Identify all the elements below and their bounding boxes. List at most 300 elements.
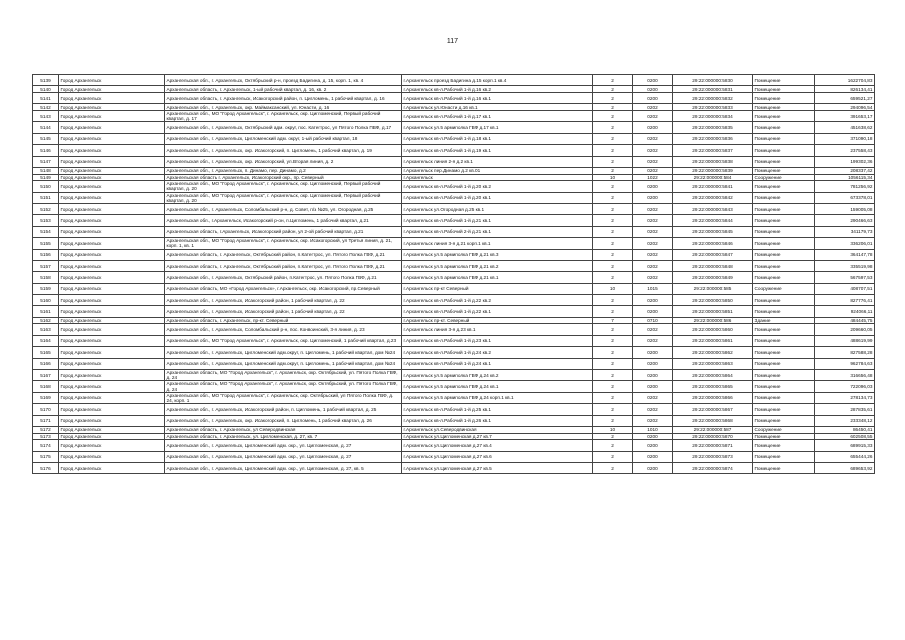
short-address-cell: г.Архангельск пер.Динамо д.2 кв.01: [402, 167, 593, 174]
table-row: [33, 335, 875, 346]
table-row: [33, 226, 875, 237]
type-code-cell: 0202: [633, 260, 673, 271]
cadastral-number-cell: 29:22:000000:585: [673, 283, 753, 294]
short-address-cell: г.Архангельск ул.Цигломенская д.27 кв.6: [402, 451, 593, 462]
row-number: 5166: [33, 358, 59, 369]
table-row: [33, 260, 875, 271]
table-row: [33, 370, 875, 381]
cadastral-value-cell: 1056115,34: [815, 174, 875, 181]
type-code-cell: 0200: [633, 122, 673, 133]
row-number: 5156: [33, 249, 59, 260]
table-row: [33, 324, 875, 335]
full-address-cell: Архангельская обл., г. Архангельск, Цигломенский адм.округ, п. Цигломень, 1 рабочий квартал, дом №24: [165, 358, 402, 369]
table-row: [33, 249, 875, 260]
type-code-cell: 0202: [633, 392, 673, 403]
full-address-cell: Архангельская область, г.Архангельск, Исакогорский район, ул 2-ой рабочий квартал, д.21: [165, 226, 402, 237]
short-address-cell: г.Архангельск ул.5 армиполка ГВФ д.17 кв.1: [402, 122, 593, 133]
row-number: 5150: [33, 181, 59, 192]
type-code-cell: 1015: [633, 283, 673, 294]
row-number: 5154: [33, 226, 59, 237]
cadastral-value-cell: 336206,01: [815, 238, 875, 249]
row-number: 5149: [33, 174, 59, 181]
cadastral-number-cell: 29:22:000000:584: [673, 174, 753, 181]
cadastral-value-cell: 208337,42: [815, 167, 875, 174]
row-number: 5148: [33, 167, 59, 174]
object-type-cell: Помещение: [753, 404, 815, 415]
municipality-cell: Город Архангельск: [59, 156, 165, 167]
table-row: [33, 122, 875, 133]
cadastral-value-cell: 316656,48: [815, 370, 875, 381]
municipality-cell: Город Архангельск: [59, 133, 165, 144]
short-address-cell: г.Архангельск ул.Юнасти д.16 кв.1: [402, 104, 593, 111]
table-row: [33, 306, 875, 317]
group-code-cell: 7: [593, 317, 633, 324]
row-number: 5164: [33, 335, 59, 346]
group-code-cell: 2: [593, 86, 633, 93]
full-address-cell: Архангельская область, МО "Город Архангельск", г. Архангельск, окр. Октябрьский, ул. Пятого Полка ГВФ, д. 24: [165, 381, 402, 392]
row-number: 5139: [33, 75, 59, 86]
full-address-cell: Архангельская обл., г. Архангельск, окр. Маймаксанский, ул. Юнасти, д. 16: [165, 104, 402, 111]
cadastral-number-cell: 29:22:000000:5873: [673, 451, 753, 462]
type-code-cell: 0200: [633, 370, 673, 381]
object-type-cell: Помещение: [753, 145, 815, 156]
full-address-cell: Архангельская обл., г. Архангельск, Соломбальский р-н, пос. Конвоинский, 3-я линия, д. 23: [165, 324, 402, 335]
municipality-cell: Город Архангельск: [59, 306, 165, 317]
short-address-cell: г.Архангельск кв-л.Рабочий 1-й д.20 кв.2: [402, 181, 593, 192]
row-number: 5171: [33, 415, 59, 426]
object-type-cell: Помещение: [753, 104, 815, 111]
cadastral-value-cell: 689915,33: [815, 440, 875, 451]
cadastral-value-cell: 364147,78: [815, 249, 875, 260]
group-code-cell: 2: [593, 324, 633, 335]
cadastral-number-cell: 29:22:000000:5843: [673, 203, 753, 214]
type-code-cell: 0200: [633, 358, 673, 369]
cadastral-number-cell: 29:22:000000:5834: [673, 110, 753, 121]
group-code-cell: 2: [593, 238, 633, 249]
full-address-cell: Архангельская область, МО «Город Архангельск», г.Архангельск, окр. Исакогорский, пр.Северный: [165, 283, 402, 294]
cadastral-value-cell: 488619,99: [815, 335, 875, 346]
object-type-cell: Помещение: [753, 392, 815, 403]
group-code-cell: 2: [593, 347, 633, 358]
municipality-cell: Город Архангельск: [59, 104, 165, 111]
municipality-cell: Город Архангельск: [59, 317, 165, 324]
short-address-cell: г.Архангельск ул.5 армиполка ГВФ д.24 кв.1: [402, 381, 593, 392]
row-number: 5157: [33, 260, 59, 271]
object-type-cell: Помещение: [753, 122, 815, 133]
object-type-cell: Помещение: [753, 249, 815, 260]
cadastral-number-cell: 29:22:000000:5861: [673, 335, 753, 346]
object-type-cell: Помещение: [753, 451, 815, 462]
cadastral-number-cell: 29:22:000000:5842: [673, 192, 753, 203]
cadastral-number-cell: 29:22:000000:5863: [673, 358, 753, 369]
cadastral-number-cell: 29:22:000000:5866: [673, 392, 753, 403]
cadastral-number-cell: 29:22:000000:5849: [673, 272, 753, 283]
municipality-cell: Город Архангельск: [59, 440, 165, 451]
table-row: [33, 295, 875, 306]
cadastral-value-cell: 391653,17: [815, 110, 875, 121]
cadastral-number-cell: 29:22:000000:5833: [673, 104, 753, 111]
full-address-cell: Архангельская обл., г. Архангельск, Исакогорский район, 1 рабочий квартал, д. 22: [165, 306, 402, 317]
short-address-cell: г.Архангельск ул.Северодвинская: [402, 427, 593, 434]
cadastral-number-cell: 29:22:000000:5860: [673, 324, 753, 335]
municipality-cell: Город Архангельск: [59, 427, 165, 434]
group-code-cell: 2: [593, 358, 633, 369]
full-address-cell: Архангельская область, г. Архангельск, Октябрьский район, п.Категтрос, ул. Пятого Полка ГВФ, д.21: [165, 249, 402, 260]
cadastral-number-cell: 29:22:000000:586: [673, 317, 753, 324]
row-number: 5174: [33, 440, 59, 451]
object-type-cell: Помещение: [753, 462, 815, 473]
registry-body: [33, 75, 875, 474]
cadastral-number-cell: 29:22:000000:5831: [673, 86, 753, 93]
group-code-cell: 2: [593, 404, 633, 415]
cadastral-value-cell: 451638,62: [815, 122, 875, 133]
type-code-cell: 0200: [633, 75, 673, 86]
group-code-cell: 2: [593, 335, 633, 346]
short-address-cell: г.Архангельск кв-л.Рабочий 1-й д.17 кв.1: [402, 110, 593, 121]
full-address-cell: Архангельская обл., г. Архангельск, Цигломенский адм. окр., ул. Цигломенская, д. 27: [165, 451, 402, 462]
full-address-cell: Архангельская обл., г. Архангельск, окр. Исакогорский, п. Цигломень, 1 рабочий квартал, д. 26: [165, 415, 402, 426]
row-number: 5146: [33, 145, 59, 156]
cadastral-value-cell: 602508,55: [815, 433, 875, 440]
group-code-cell: 2: [593, 249, 633, 260]
municipality-cell: Город Архангельск: [59, 433, 165, 440]
object-type-cell: Сооружение: [753, 427, 815, 434]
cadastral-number-cell: 29:22:000000:5832: [673, 92, 753, 103]
row-number: 5145: [33, 133, 59, 144]
row-number: 5167: [33, 370, 59, 381]
object-type-cell: Помещение: [753, 295, 815, 306]
group-code-cell: 2: [593, 306, 633, 317]
object-type-cell: Помещение: [753, 347, 815, 358]
group-code-cell: 2: [593, 226, 633, 237]
table-row: [33, 215, 875, 226]
page-number: 117: [446, 38, 459, 45]
row-number: 5162: [33, 317, 59, 324]
table-row: [33, 451, 875, 462]
group-code-cell: 2: [593, 415, 633, 426]
row-number: 5175: [33, 451, 59, 462]
full-address-cell: Архангельская область г. Архангельск, Исакогорский окр., пр. Северный: [165, 174, 402, 181]
cadastral-value-cell: 567597,53: [815, 272, 875, 283]
short-address-cell: г.Архангельск пр-кт Северный: [402, 283, 593, 294]
full-address-cell: Архангельская обл., г. Архангельск, окр. Исакогорский, ул.Вторая линия, д. 2: [165, 156, 402, 167]
municipality-cell: Город Архангельск: [59, 392, 165, 403]
cadastral-number-cell: 29:22:000000:5851: [673, 306, 753, 317]
table-row: [33, 92, 875, 103]
group-code-cell: 2: [593, 260, 633, 271]
municipality-cell: Город Архангельск: [59, 381, 165, 392]
full-address-cell: Архангельская обл., г. Архангельск, Цигломенский адм. окр., ул. Цигломенская, д. 27, кв. 5: [165, 462, 402, 473]
row-number: 5152: [33, 203, 59, 214]
municipality-cell: Город Архангельск: [59, 260, 165, 271]
table-row: [33, 133, 875, 144]
row-number: 5158: [33, 272, 59, 283]
full-address-cell: Архангельская область, г. Архангельск, ул. Цигломенская, д. 27, кв. 7: [165, 433, 402, 440]
municipality-cell: Город Архангельск: [59, 404, 165, 415]
short-address-cell: г.Архангельск ул.Цигломенская д.27 кв.7: [402, 433, 593, 440]
cadastral-number-cell: 29:22:000000:5868: [673, 415, 753, 426]
short-address-cell: г.Архангельск кв-л.Рабочий 1-й д.22 кв.2: [402, 295, 593, 306]
full-address-cell: Архангельская обл., г. Архангельск, Соломбальский р-н, д. Совет, п/з №25, ул. Огородная, д.25: [165, 203, 402, 214]
row-number: 5163: [33, 324, 59, 335]
group-code-cell: 2: [593, 122, 633, 133]
short-address-cell: г.Архангельск кв-л.Рабочий 2-й д.21 кв.1: [402, 226, 593, 237]
full-address-cell: Архангельская обл., МО "Город Архангельск", г. Архангельск, окр. Цигломенский, Первый рабочий квартал, д. 20: [165, 192, 402, 203]
type-code-cell: 0202: [633, 167, 673, 174]
type-code-cell: 0710: [633, 317, 673, 324]
row-number: 5159: [33, 283, 59, 294]
type-code-cell: 0202: [633, 215, 673, 226]
short-address-cell: г.Архангельск кв-л.Рабочий 1-й д.16 кв.2: [402, 86, 593, 93]
type-code-cell: 0200: [633, 181, 673, 192]
group-code-cell: 2: [593, 462, 633, 473]
type-code-cell: 0202: [633, 203, 673, 214]
short-address-cell: г.Архангельск кв-л.Рабочий 1-й д.18 кв.1: [402, 133, 593, 144]
object-type-cell: Помещение: [753, 156, 815, 167]
group-code-cell: 2: [593, 181, 633, 192]
group-code-cell: 2: [593, 451, 633, 462]
cadastral-number-cell: 29:22:000000:5871: [673, 440, 753, 451]
cadastral-number-cell: 29:22:000000:5847: [673, 249, 753, 260]
row-number: 5161: [33, 306, 59, 317]
full-address-cell: Архангельская обл., г. Архангельск, окр. Исакогорский, п. Цигломень, 1 рабочий квартал, д. 19: [165, 145, 402, 156]
group-code-cell: 2: [593, 92, 633, 103]
table-row: [33, 86, 875, 93]
full-address-cell: Архангельская обл., г. Архангельск, Исакогорский район, 1 рабочий квартал, д. 22: [165, 295, 402, 306]
municipality-cell: Город Архангельск: [59, 272, 165, 283]
municipality-cell: Город Архангельск: [59, 249, 165, 260]
short-address-cell: г.Архангельск кв-л.Рабочий 1-й д.25 кв.1: [402, 404, 593, 415]
short-address-cell: г.Архангельск кв-л.Рабочий 1-й д.24 кв.1: [402, 358, 593, 369]
object-type-cell: Помещение: [753, 381, 815, 392]
object-type-cell: Помещение: [753, 192, 815, 203]
group-code-cell: 2: [593, 440, 633, 451]
type-code-cell: 0200: [633, 440, 673, 451]
cadastral-value-cell: 827776,41: [815, 295, 875, 306]
object-type-cell: Помещение: [753, 238, 815, 249]
object-type-cell: Помещение: [753, 215, 815, 226]
cadastral-value-cell: 335519,98: [815, 260, 875, 271]
cadastral-value-cell: 408707,51: [815, 283, 875, 294]
short-address-cell: г.Архангельск пр-кт. Северный: [402, 317, 593, 324]
municipality-cell: Город Архангельск: [59, 283, 165, 294]
group-code-cell: 2: [593, 110, 633, 121]
table-row: [33, 174, 875, 181]
object-type-cell: Помещение: [753, 324, 815, 335]
cadastral-value-cell: 86450,41: [815, 427, 875, 434]
cadastral-number-cell: 29:22:000000:5848: [673, 260, 753, 271]
table-row: [33, 110, 875, 121]
municipality-cell: Город Архангельск: [59, 92, 165, 103]
type-code-cell: 0202: [633, 133, 673, 144]
municipality-cell: Город Архангельск: [59, 215, 165, 226]
cadastral-number-cell: 29:22:000000:5836: [673, 133, 753, 144]
table-row: [33, 283, 875, 294]
full-address-cell: Архангельская обл., г. Архангельск, п. Динамо, пер. Динамо, д.2: [165, 167, 402, 174]
municipality-cell: Город Архангельск: [59, 324, 165, 335]
municipality-cell: Город Архангельск: [59, 451, 165, 462]
table-row: [33, 145, 875, 156]
full-address-cell: Архангельская обл., г. Архангельск, Цигломенский адм.округ, п. Цигломень, 1 рабочий квартал, дом №24: [165, 347, 402, 358]
object-type-cell: Помещение: [753, 272, 815, 283]
type-code-cell: 0200: [633, 433, 673, 440]
cadastral-value-cell: 659521,27: [815, 92, 875, 103]
table-row: [33, 404, 875, 415]
cadastral-number-cell: 29:22:000000:5865: [673, 381, 753, 392]
table-row: [33, 272, 875, 283]
short-address-cell: г.Архангельск ул.5 армиполка ГВФ д.24 корп.1 кв.1: [402, 392, 593, 403]
full-address-cell: Архангельская обл., г. Архангельск, Цигломенский адм. округ, 1-ый рабочий квартал, 18: [165, 133, 402, 144]
object-type-cell: Здание: [753, 317, 815, 324]
cadastral-value-cell: 278134,73: [815, 392, 875, 403]
group-code-cell: 2: [593, 104, 633, 111]
cadastral-value-cell: 924066,11: [815, 306, 875, 317]
group-code-cell: 2: [593, 167, 633, 174]
row-number: 5151: [33, 192, 59, 203]
cadastral-value-cell: 781256,92: [815, 181, 875, 192]
cadastral-number-cell: 29:22:000000:5838: [673, 156, 753, 167]
municipality-cell: Город Архангельск: [59, 335, 165, 346]
type-code-cell: 0200: [633, 462, 673, 473]
object-type-cell: Помещение: [753, 415, 815, 426]
group-code-cell: 2: [593, 133, 633, 144]
full-address-cell: Архангельская обл., г. Архангельск, Исакогорский район, п. Цигломень, 1 рабочий квартал, д. 25: [165, 404, 402, 415]
municipality-cell: Город Архангельск: [59, 122, 165, 133]
full-address-cell: Архангельская обл., МО "Город Архангельск", г. Архангельск, окр. Цигломенский, 1 рабочий квартал, д.23: [165, 335, 402, 346]
group-code-cell: 2: [593, 215, 633, 226]
group-code-cell: 2: [593, 381, 633, 392]
type-code-cell: 0202: [633, 249, 673, 260]
short-address-cell: г.Архангельск проезд Бадигина д.15 корп.1 кв.4: [402, 75, 593, 86]
row-number: 5153: [33, 215, 59, 226]
cadastral-number-cell: 29:22:000000:5835: [673, 122, 753, 133]
table-row: [33, 347, 875, 358]
full-address-cell: Архангельская обл., МО "Город Архангельск", г. Архангельск, окр. Исакогорский, ул Третья линия, д. 21, корп. 1, кв. 1: [165, 238, 402, 249]
row-number: 5140: [33, 86, 59, 93]
cadastral-value-cell: 673378,01: [815, 192, 875, 203]
table-row: [33, 433, 875, 440]
group-code-cell: 2: [593, 75, 633, 86]
municipality-cell: Город Архангельск: [59, 181, 165, 192]
short-address-cell: г.Архангельск кв-л.Рабочий 1-й д.16 кв.1: [402, 92, 593, 103]
cadastral-value-cell: 294096,54: [815, 104, 875, 111]
type-code-cell: 1022: [633, 174, 673, 181]
short-address-cell: г.Архангельск линия 2-я д.2 кв.1: [402, 156, 593, 167]
cadastral-value-cell: 290466,63: [815, 215, 875, 226]
short-address-cell: г.Архангельск кв-л.Рабочий 1-й д.19 кв.1: [402, 145, 593, 156]
type-code-cell: 0200: [633, 86, 673, 93]
row-number: 5173: [33, 433, 59, 440]
row-number: 5160: [33, 295, 59, 306]
short-address-cell: г.Архангельск ул.5 армиполка ГВФ д.21 кв.3: [402, 249, 593, 260]
row-number: 5176: [33, 462, 59, 473]
full-address-cell: Архангельская обл., г.Архангельск, Исакогорский р-он, п.Цигломень, 1 рабочий квартал, д.21: [165, 215, 402, 226]
cadastral-value-cell: 233348,12: [815, 415, 875, 426]
short-address-cell: г.Архангельск ул.Цигломенская д.27 кв.4: [402, 440, 593, 451]
full-address-cell: Архангельская область, г. Архангельск, ул Северодвинская: [165, 427, 402, 434]
cadastral-value-cell: 287835,61: [815, 404, 875, 415]
short-address-cell: г.Архангельск линия 3-я д.23 кв.1: [402, 324, 593, 335]
object-type-cell: Помещение: [753, 335, 815, 346]
object-type-cell: Помещение: [753, 133, 815, 144]
group-code-cell: 2: [593, 203, 633, 214]
short-address-cell: г.Архангельск линия 3-я д.21 корп.1 кв.1: [402, 238, 593, 249]
short-address-cell: г.Архангельск кв-л.Рабочий 1-й д.26 кв.1: [402, 415, 593, 426]
municipality-cell: Город Архангельск: [59, 167, 165, 174]
full-address-cell: Архангельская область, г. Архангельск, Октябрьский район, п.Категтрос, ул. Пятого Полка ГВФ, д.21: [165, 260, 402, 271]
property-registry-table: [32, 74, 875, 474]
type-code-cell: 0202: [633, 324, 673, 335]
short-address-cell: г.Архангельск ул.5 армиполка ГВФ д.21 кв.1: [402, 272, 593, 283]
short-address-cell: г.Архангельск ул.5 армиполка ГВФ д.24 кв.2: [402, 370, 593, 381]
object-type-cell: Помещение: [753, 110, 815, 121]
type-code-cell: 0202: [633, 415, 673, 426]
cadastral-value-cell: 962784,63: [815, 358, 875, 369]
object-type-cell: Помещение: [753, 75, 815, 86]
cadastral-value-cell: 237558,43: [815, 145, 875, 156]
full-address-cell: Архангельская обл., г. Архангельск, Октябрьский р-н, проезд Бадигина, д. 15, корп. 1, кв. 4: [165, 75, 402, 86]
table-row: [33, 203, 875, 214]
table-row: [33, 167, 875, 174]
full-address-cell: Архангельская обл., МО "Город Архангельск", г. Архангельск, окр. Цигломенский, Первый рабочий квартал, д. 20: [165, 181, 402, 192]
cadastral-number-cell: 29:22:000000:5862: [673, 347, 753, 358]
municipality-cell: Город Архангельск: [59, 203, 165, 214]
object-type-cell: Помещение: [753, 86, 815, 93]
cadastral-value-cell: 341179,73: [815, 226, 875, 237]
type-code-cell: 0200: [633, 92, 673, 103]
full-address-cell: Архангельская область, МО "Город Архангельск", г. Архангельск, окр. Октябрьский, ул. Пятого Полка ГВФ, д. 24: [165, 370, 402, 381]
type-code-cell: 0200: [633, 306, 673, 317]
short-address-cell: г.Архангельск ул.5 армиполка ГВФ д.21 кв.2: [402, 260, 593, 271]
cadastral-number-cell: 29:22:000000:5850: [673, 295, 753, 306]
table-row: [33, 415, 875, 426]
group-code-cell: 2: [593, 295, 633, 306]
municipality-cell: Город Архангельск: [59, 295, 165, 306]
cadastral-number-cell: 29:22:000000:5841: [673, 181, 753, 192]
group-code-cell: 10: [593, 283, 633, 294]
row-number: 5170: [33, 404, 59, 415]
type-code-cell: 0202: [633, 335, 673, 346]
cadastral-number-cell: 29:22:000000:5839: [673, 167, 753, 174]
cadastral-value-cell: 484445,75: [815, 317, 875, 324]
object-type-cell: Сооружение: [753, 283, 815, 294]
type-code-cell: 0200: [633, 381, 673, 392]
row-number: 5172: [33, 427, 59, 434]
object-type-cell: Помещение: [753, 226, 815, 237]
table-row: [33, 192, 875, 203]
table-row: [33, 440, 875, 451]
object-type-cell: Помещение: [753, 440, 815, 451]
cadastral-number-cell: 29:22:000000:5844: [673, 215, 753, 226]
cadastral-value-cell: 655444,26: [815, 451, 875, 462]
row-number: 5141: [33, 92, 59, 103]
row-number: 5147: [33, 156, 59, 167]
row-number: 5143: [33, 110, 59, 121]
object-type-cell: Помещение: [753, 433, 815, 440]
full-address-cell: Архангельская область, г. Архангельск, пр-кт. Северный: [165, 317, 402, 324]
municipality-cell: Город Архангельск: [59, 145, 165, 156]
table-row: [33, 392, 875, 403]
type-code-cell: 0202: [633, 104, 673, 111]
cadastral-number-cell: 29:22:000000:5837: [673, 145, 753, 156]
cadastral-number-cell: 29:22:000000:5867: [673, 404, 753, 415]
object-type-cell: Помещение: [753, 260, 815, 271]
municipality-cell: Город Архангельск: [59, 174, 165, 181]
municipality-cell: Город Архангельск: [59, 86, 165, 93]
full-address-cell: Архангельская обл., г. Архангельск, Октябрьский район, п.Категтрос, ул. Пятого Полка ГВФ, д.21: [165, 272, 402, 283]
short-address-cell: г.Архангельск кв-л.Рабочий 1-й д.24 кв.2: [402, 347, 593, 358]
cadastral-value-cell: 371090,18: [815, 133, 875, 144]
